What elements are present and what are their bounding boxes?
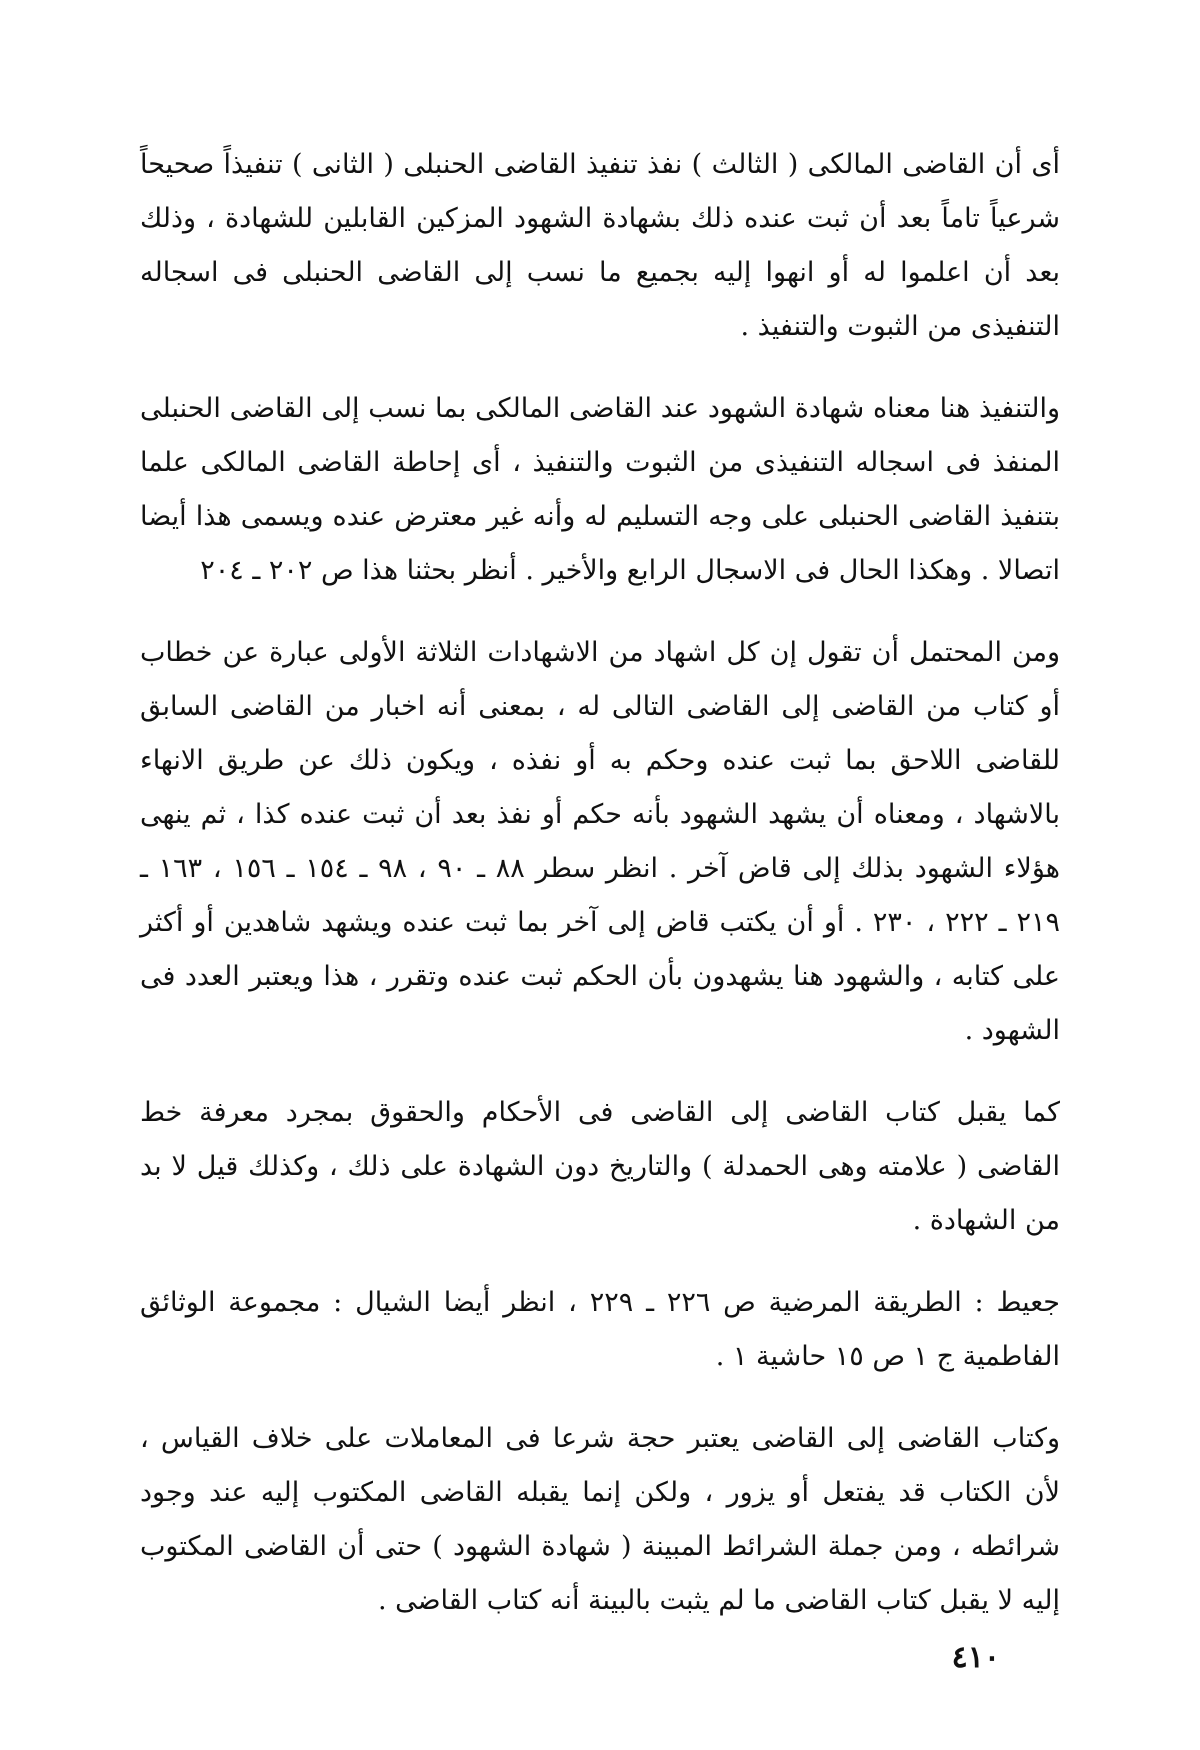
paragraph-6: وكتاب القاضى إلى القاضى يعتبر حجة شرعا فى المعاملات على خلاف القياس ، لأن الكتاب قد يفتعل أو يزور ، ولكن إنما يقبله القاضى المكتوب إليه عند وجود شرائطه ، ومن جملة الشرائط المبينة ( شهادة الشهود ) حتى أن القاضى المكتوب إليه لا يقبل كتاب القاضى ما لم يثبت بالبينة أنه كتاب القاضى . bbox=[140, 1423, 1060, 1616]
paragraph-5: جعيط : الطريقة المرضية ص ٢٢٦ ـ ٢٢٩ ، انظر أيضا الشيال : مجموعة الوثائق الفاطمية ج ١ ص ١٥ حاشية ١ . bbox=[140, 1287, 1060, 1372]
paragraph-2: والتنفيذ هنا معناه شهادة الشهود عند القاضى المالكى بما نسب إلى القاضى الحنبلى المنفذ فى اسجاله التنفيذى من الثبوت والتنفيذ ، أى إحاطة القاضى المالكى علما بتنفيذ القاضى الحنبلى على وجه التسليم له وأنه غير معترض عنده ويسمى هذا أيضا اتصالا . وهكذا الحال فى الاسجال الرابع والأخير . أنظر بحثنا هذا ص ٢٠٢ ـ ٢٠٤ bbox=[140, 393, 1060, 586]
page-number: ٤١٠ bbox=[951, 1640, 1000, 1675]
paragraph-1: أى أن القاضى المالكى ( الثالث ) نفذ تنفيذ القاضى الحنبلى ( الثانى ) تنفيذاً صحيحاً شرعياً تاماً بعد أن ثبت عنده ذلك بشهادة الشهود المزكين القابلين للشهادة ، وذلك بعد أن اعلموا له أو انهوا إليه بجميع ما نسب إلى القاضى الحنبلى فى اسجاله التنفيذى من الثبوت والتنفيذ . bbox=[140, 149, 1060, 342]
paragraph-3: ومن المحتمل أن تقول إن كل اشهاد من الاشهادات الثلاثة الأولى عبارة عن خطاب أو كتاب من القاضى إلى القاضى التالى له ، بمعنى أنه اخبار من القاضى السابق للقاضى اللاحق بما ثبت عنده وحكم به أو نفذه ، ويكون ذلك عن طريق الانهاء بالاشهاد ، ومعناه أن يشهد الشهود بأنه حكم أو نفذ بعد أن ثبت عنده كذا ، ثم ينهى هؤلاء الشهود بذلك إلى قاض آخر . انظر سطر ٨٨ ـ ٩٠ ، ٩٨ ـ ١٥٤ ـ ١٥٦ ، ١٦٣ ـ ٢١٩ ـ ٢٢٢ ، ٢٣٠ . أو أن يكتب قاض إلى آخر بما ثبت عنده ويشهد شاهدين أو أكثر على كتابه ، والشهود هنا يشهدون بأن الحكم ثبت عنده وتقرر ، هذا ويعتبر العدد فى الشهود . bbox=[140, 637, 1061, 1046]
paragraph-4: كما يقبل كتاب القاضى إلى القاضى فى الأحكام والحقوق بمجرد معرفة خط القاضى ( علامته وهى الحمدلة ) والتاريخ دون الشهادة على ذلك ، وكذلك قيل لا بد من الشهادة . bbox=[140, 1097, 1060, 1236]
body-text bbox=[140, 138, 1060, 1656]
